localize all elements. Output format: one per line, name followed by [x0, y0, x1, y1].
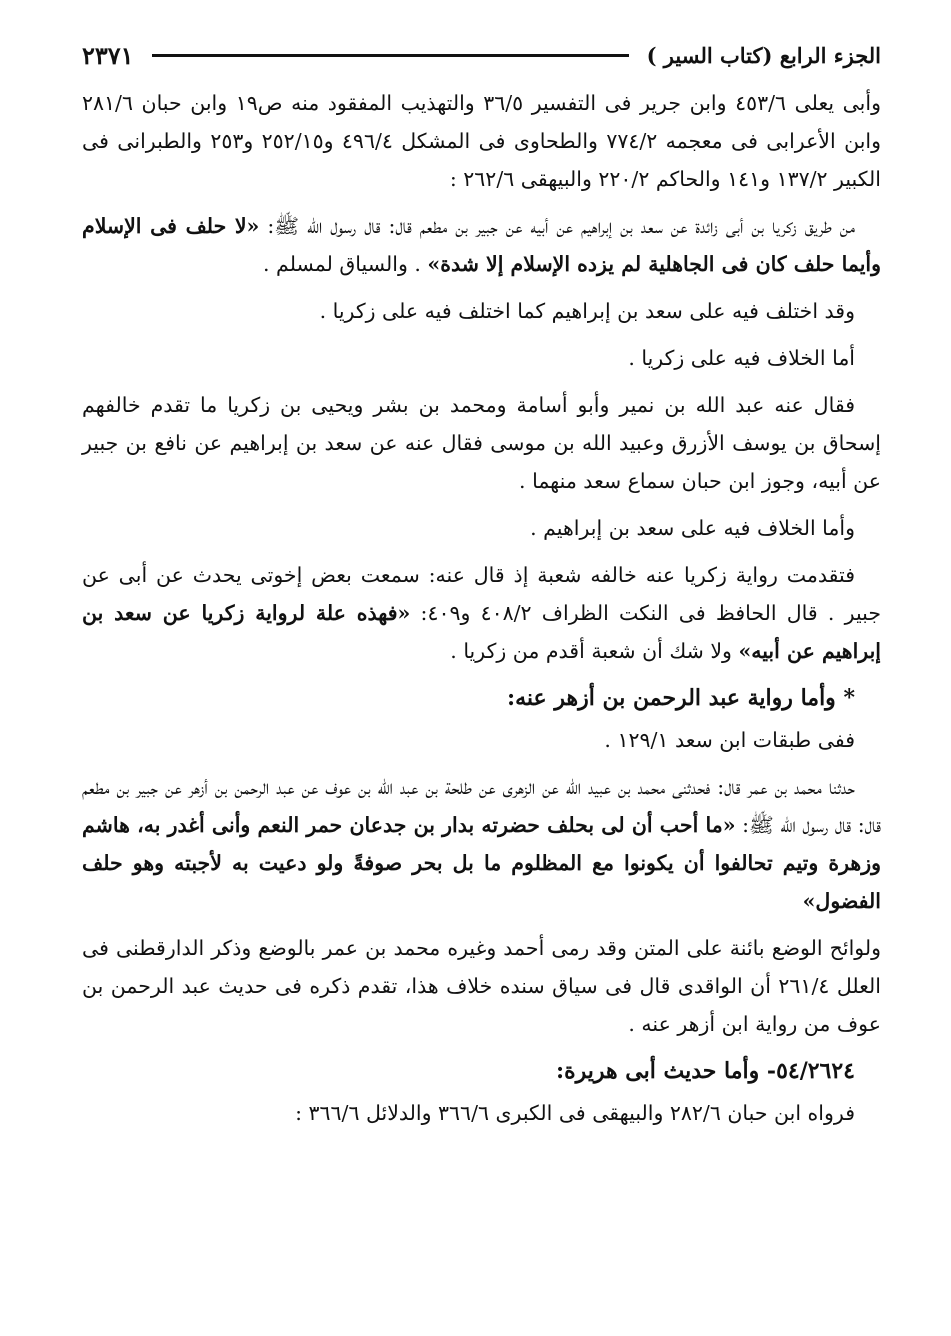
paragraph-ibn-hibban: فرواه ابن حبان ٢٨٢/٦ والبيهقى فى الكبرى ٣٦٦/٦ والدلائل ٣٦٦/٦ : — [295, 1101, 855, 1125]
paragraph-shuba — [82, 556, 881, 670]
paragraph-tabaqat: ففى طبقات ابن سعد ١٢٩/١ . — [604, 728, 855, 752]
page-body — [82, 84, 881, 1132]
section-heading-text: وأما رواية عبد الرحمن بن أزهر عنه: — [506, 685, 836, 711]
paragraph-fabrication: ولوائح الوضع بائنة على المتن وقد رمى أحمد وغيره محمد بن عمر بالوضع وذكر الدارقطنى فى العلل ٢٦١/٤ أن الواقدى قال فى سياق سنده خلاف هذا، تقدم ذكره فى حديث عبد الرحمن بن عوف من رواية ابن أزهر عنه . — [82, 936, 881, 1036]
chain-text-2: حدثنا محمد بن عمر قال: فحدثنى محمد بن عبيد الله عن الزهرى عن طلحة بن عبد الله بن عوف عن عبد الرحمن بن أزهر عن جبير بن مطعم قال: قال رسول الله ﷺ: — [82, 775, 882, 837]
paragraph-narrators: فقال عنه عبد الله بن نمير وأبو أسامة ومحمد بن بشر ويحيى بن زكريا ما تقدم خالفهم إسحاق بن يوسف الأزرق وعبيد الله بن موسى فقال عنه عن سعد بن إبراهيم عن نافع بن جبير عن أبيه، وجوز ابن حبان سماع سعد منهما . — [82, 393, 881, 493]
paragraph-sources: وأبى يعلى ٤٥٣/٦ وابن جرير فى التفسير ٣٦/٥ والتهذيب المفقود منه ص١٩ وابن حبان ٢٨١/٦ وابن الأعرابى فى معجمه ٧٧٤/٢ والطحاوى فى المشكل ٤٩٦/٤ و٢٥٢/١٥ و٢٥٣ والطبرانى فى الكبير ١٣٧/٢ و١٤١ والحاكم ٢٢٠/٢ والبيهقى ٢٦٢/٦ : — [82, 91, 881, 191]
shuba-text: فتقدمت رواية زكريا عنه خالفه شعبة إذ قال عنه: سمعت بعض إخوتى يحدث عن أبى عن جبير . قال الحافظ فى النكت الظراف ٤٠٨/٢ و٤٠٩: — [82, 563, 882, 625]
page-header — [82, 36, 881, 74]
paragraph-disagreement-saad: وقد اختلف فيه على سعد بن إبراهيم كما اختلف فيه على زكريا . — [319, 299, 855, 323]
chain-text: من طريق زكريا بن أبى زائدة عن سعد بن إبراهيم عن أبيه عن جبير بن مطعم قال: قال رسول الله ﷺ: — [259, 214, 856, 238]
hadith-text-2: «ما أحب أن لى بحلف حضرته بدار بن جدعان حمر النعم وأنى أغدر به، هاشم وزهرة وتيم تحالفوا أن يكونوا مع المظلوم ما بل بحر صوفةً ولو دعيت به لأجبته وهو حلف الفضول» — [82, 813, 881, 913]
chain-note: . والسياق لمسلم . — [263, 252, 428, 276]
paragraph-disagreement-saad-2: وأما الخلاف فيه على سعد بن إبراهيم . — [530, 516, 855, 540]
header-rule — [152, 54, 629, 57]
paragraph-disagreement-zakariya: أما الخلاف فيه على زكريا . — [628, 346, 855, 370]
running-title: الجزء الرابع (كتاب السير ) — [646, 42, 881, 68]
paragraph-waqidi-chain — [82, 768, 881, 920]
hadith-text: «لا حلف فى الإسلام وأيما حلف كان فى الجاهلية لم يزده الإسلام إلا شدة» — [82, 214, 881, 276]
hafiz-quote: «فهذه علة لرواية زكريا عن سعد بن إبراهيم عن أبيه» — [82, 601, 881, 663]
section-heading-abu-hurayra: ٥٤/٢٦٢٤- وأما حديث أبى هريرة: — [555, 1058, 855, 1084]
paragraph-zakariya-chain — [82, 207, 881, 283]
page-number: ٢٣٧١ — [82, 40, 134, 70]
section-heading-abdulrahman — [82, 679, 881, 717]
star-icon: * — [843, 685, 855, 711]
shuba-end: ولا شك أن شعبة أقدم من زكريا . — [450, 639, 739, 663]
